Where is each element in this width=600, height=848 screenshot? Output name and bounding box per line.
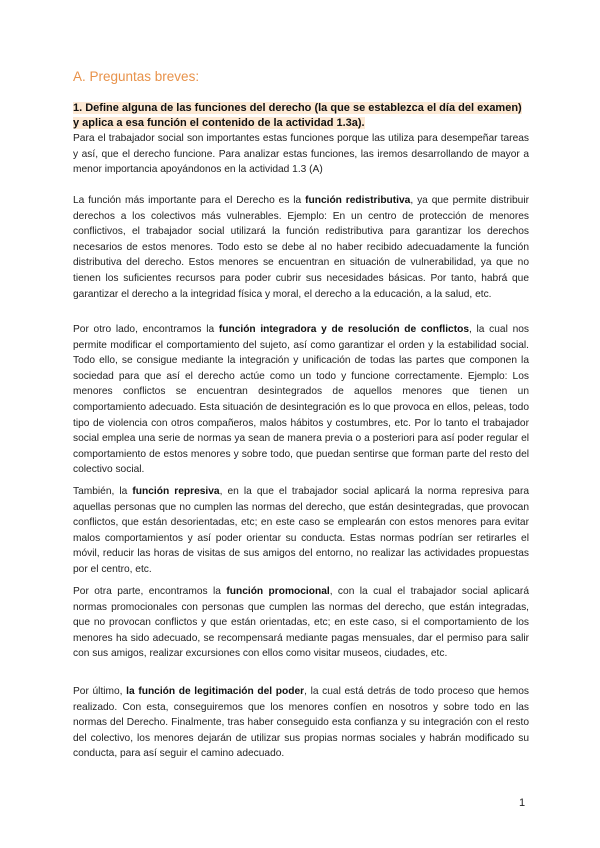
function-name-represiva: función represiva <box>132 486 220 497</box>
paragraph-text: , la cual está detrás de todo proceso que hemos realizado. Con esta, conseguiremos que los menores confíen en nosotros y sobre todo en las normas del Derecho. Finalmente, tras haber conseguido esta confianza y su integración con el resto del colectivo, los menores dejarán de utilizar sus propias normas sociales y habrán modificado su conducta, para así seguir el camino adecuado. <box>73 686 529 760</box>
paragraph-intro: Para el trabajador social son importantes estas funciones porque las utiliza para desempeñar tareas y así, que el derecho funcione. Para analizar estas funciones, las iremos desarrollando de mayor a menor importancia apoyándonos en la actividad 1.3 (A) <box>73 133 529 176</box>
paragraph-text: , ya que permite distribuir derechos a los colectivos más vulnerables. Ejemplo: En un centro de protección de menores conflictivos, el trabajador social utilizará la función redistributiva para garantizar los derechos necesarios de estos menores. Todo esto se debe al no haber recibido adecuadamente la función distributiva del derecho. Estos menores se encuentran en situación de vulnerabilidad, ya que no tienen los suficientes recursos para poder cubrir sus necesidades básicas. Por tanto, habrá que garantizar el derecho a la integridad física y moral, el derecho a la educación, a la salud, etc. <box>73 195 529 300</box>
paragraph-redistributiva <box>73 193 529 302</box>
paragraph-legitimacion <box>73 684 529 762</box>
paragraph-integradora <box>73 322 529 478</box>
paragraph-text: , en la que el trabajador social aplicará la norma represiva para aquellas personas que no cumplen las normas del derecho, que están desintegradas, que provocan conflictos, que están desorientadas, etc; en este caso se emplearán con estos menores para evitar malos comportamientos y así poder orientar su conducta. Estas normas podrían ser retirarles el móvil, reducir las horas de visitas de sus amigos del entorno, no realizar las actividades propuestas por el centro, etc. <box>73 486 529 575</box>
paragraph-text: Por otro lado, encontramos la <box>73 324 219 335</box>
page-number: 1 <box>519 797 526 809</box>
question-heading <box>73 101 533 131</box>
function-name-legitimacion: la función de legitimación del poder <box>126 686 305 697</box>
function-name-integradora: función integradora y de resolución de conflictos <box>218 324 469 335</box>
paragraph-text: , la cual nos permite modificar el comportamiento del sujeto, así como garantizar el orden y la estabilidad social. Todo ello, se consigue mediante la integración y unificación de todas las partes que componen la sociedad para que así el derecho actúe como un todo y funcione correctamente. Ejemplo: Los menores conflictos se encuentran desintegrados de aquellos menores que tienen un comportamiento adecuado. Esta situación de desintegración es lo que provoca en ellos, peleas, todo tipo de violencia con otros compañeros, malos hábitos y costumbres, etc. Por lo tanto el trabajador social emplea una serie de normas ya sean de manera previa o a posteriori para así poder regular el comportamiento de estos menores y sobre todo, que puedan sentirse que forman parte del resto del colectivo social. <box>73 324 529 476</box>
paragraph-text: También, la <box>73 486 133 497</box>
question-line-1: 1. Define alguna de las funciones del derecho (la que se establezca el día del examen) <box>73 102 522 114</box>
paragraph-text: Por último, <box>73 686 127 697</box>
function-name-promocional: función promocional <box>226 586 330 597</box>
section-title: A. Preguntas breves: <box>73 69 200 84</box>
function-name-redistributiva: función redistributiva <box>305 195 411 206</box>
paragraph-text: La función más importante para el Derecho es la <box>73 195 306 206</box>
question-line-2: y aplica a esa función el contenido de la actividad 1.3a). <box>73 117 365 129</box>
paragraph-represiva <box>73 484 529 578</box>
paragraph-text: , con la cual el trabajador social aplicará normas promocionales con personas que cumplen las normas del derecho, que están integradas, que no provocan conflictos y que están orientadas, etc; en este caso, si el comportamiento de los menores ha sido adecuado, se recompensará mediante pagas mensuales, dar el permiso para salir con sus amigos, realizar excursiones con ellos como visitar museos, ciudades, etc. <box>73 586 529 660</box>
paragraph-text: Por otra parte, encontramos la <box>73 586 227 597</box>
paragraph-promocional <box>73 584 529 662</box>
